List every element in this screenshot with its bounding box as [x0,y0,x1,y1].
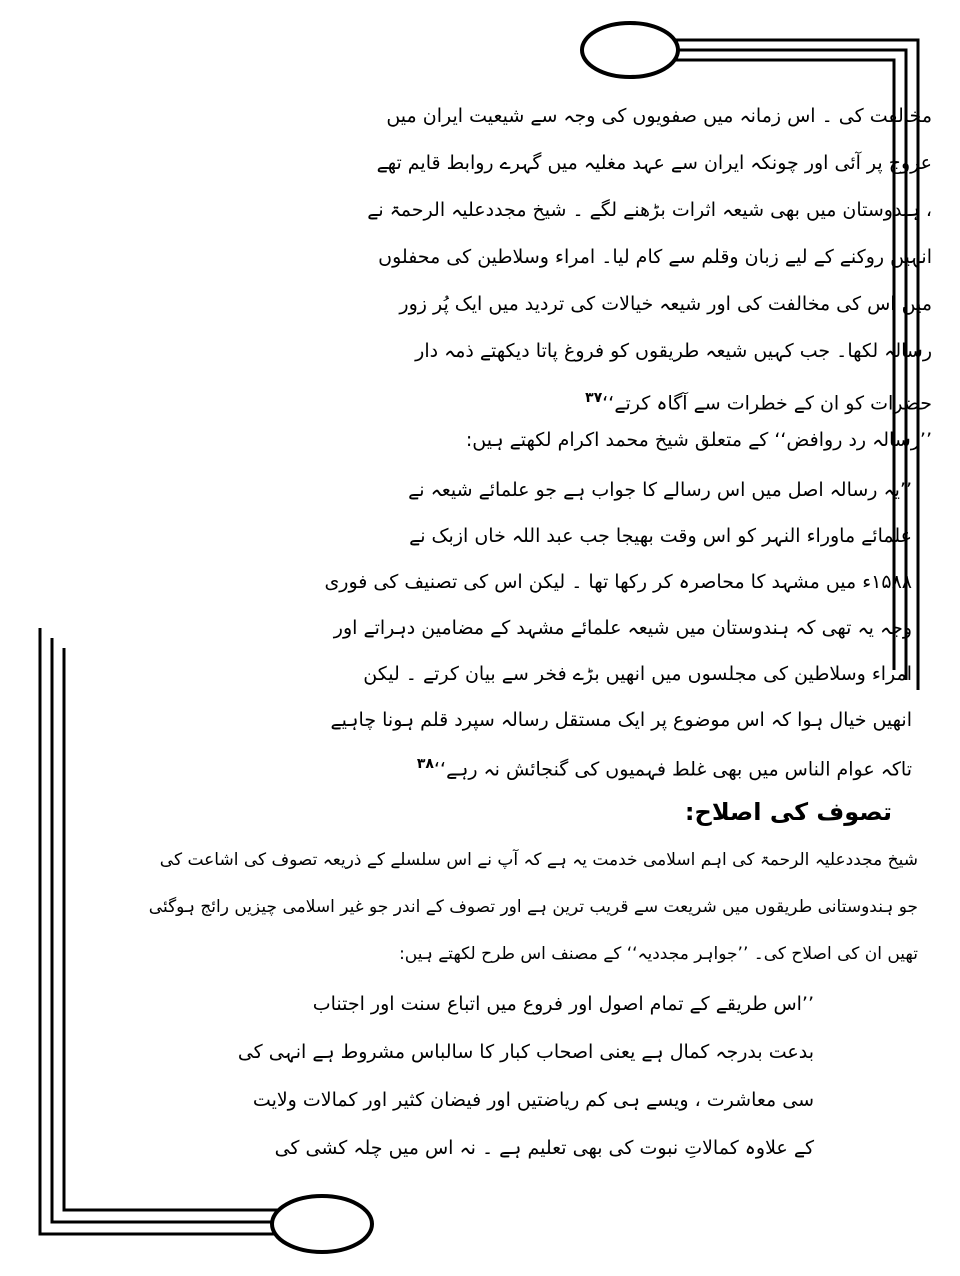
text-line: ، ہندوستان میں بھی شیعہ اثرات بڑھنے لگے ۔ شیخ مجددعلیہ الرحمۃ نے [367,199,932,221]
text-line: میں اس کی مخالفت کی اور شیعہ خیالات کی تردید میں ایک پُر زور [399,293,932,315]
text-line: وجہ یہ تھی کہ ہندوستان میں شیعہ علمائے مشہد کے مضامین دہراتے اور [333,617,912,639]
footnote-reference: ۳۷ [585,390,603,406]
text-line: انھیں خیال ہوا کہ اس موضوع پر ایک مستقل رسالہ سپرد قلم ہونا چاہیے [330,709,912,731]
text-line: علمائے ماوراء النہر کو اس وقت بھیجا جب عبد اللہ خاں ازبک نے [409,525,912,547]
text-line: بدعت بدرجہ کمال ہے یعنی اصحاب کبار کا سالباس مشروط ہے انہی کی [237,1041,814,1063]
text-line: امراء وسلاطین کی مجلسوں میں انھیں بڑے فخر سے بیان کرتے ۔ لیکن [363,663,912,685]
text-line: مخالفت کی ۔ اس زمانہ میں صفویوں کی وجہ سے شیعیت ایران میں [386,105,932,127]
text-line: شیخ مجددعلیہ الرحمۃ کی اہم اسلامی خدمت یہ ہے کہ آپ نے اس سلسلے کے ذریعہ تصوف کی اشاعت کی [159,850,918,870]
quote-jawahir-mujaddidiya [210,0,814,1200]
section-heading: تصوف کی اصلاح: [684,798,892,826]
text-line: سی معاشرت ، ویسے ہی کم ریاضتیں اور فیضان کثیر اور کمالات ولایت [252,1089,814,1111]
text-line: تھیں ان کی اصلاح کی۔ ’’جواہر مجددیہ‘‘ کے مصنف اس طرح لکھتے ہیں: [399,944,918,964]
intro-line: ’’رسالہ رد روافض‘‘ کے متعلق شیخ محمد اکرام لکھتے ہیں: [465,429,932,451]
text-line: جو ہندوستانی طریقوں میں شریعت سے قریب ترین ہے اور تصوف کے اندر جو غیر اسلامی چیزیں رائج ہوگئی [148,897,918,917]
text-line: ’’یہ رسالہ اصل میں اس رسالے کا جواب ہے جو علمائے شیعہ نے [408,479,912,501]
text-line-content: تاکہ عوام الناس میں بھی غلط فہمیوں کی گنجائش نہ رہے‘‘ [433,758,912,781]
footnote-reference: ۳۸ [416,756,434,772]
bottom-ornament-oval [272,1196,372,1252]
text-line: انہیں روکنے کے لیے زبان وقلم سے کام لیا۔ امراء وسلاطین کی محفلوں [378,246,932,268]
text-line: ’’اس طریقے کے تمام اصول اور فروع میں اتباع سنت اور اجتناب [312,993,814,1015]
text-line: کے علاوہ کمالاتِ نبوت کی بھی تعلیم ہے ۔ نہ اس میں چلہ کشی کی [274,1137,814,1159]
text-line: رسالہ لکھا۔ جب کہیں شیعہ طریقوں کو فروغ پاتا دیکھتے ذمہ دار [415,340,932,362]
text-line-content: حضرات کو ان کے خطرات سے آگاہ کرتے‘‘ [602,392,932,415]
text-line: عروج پر آئی اور چونکہ ایران سے عہد مغلیہ میں گہرے روابط قایم تھے [376,152,932,174]
text-line: ۱۵۸۸ء میں مشہد کا محاصرہ کر رکھا تھا ۔ لیکن اس کی تصنیف کی فوری [324,571,912,593]
